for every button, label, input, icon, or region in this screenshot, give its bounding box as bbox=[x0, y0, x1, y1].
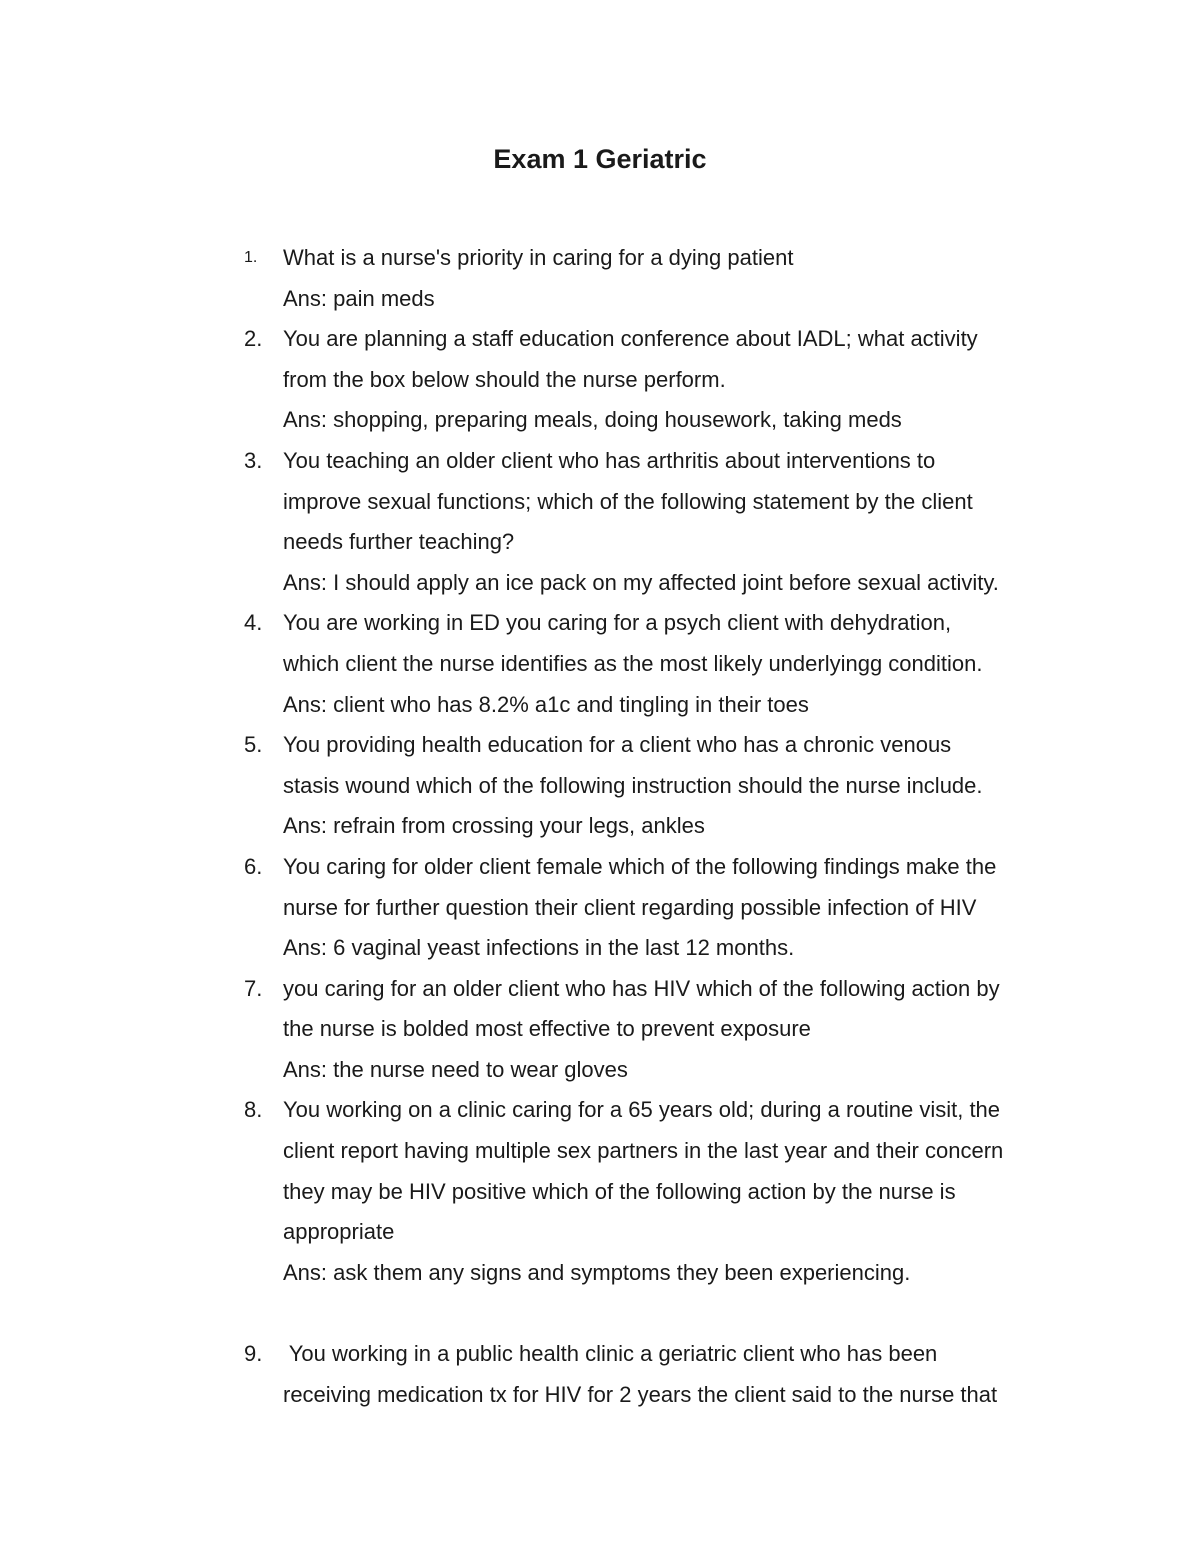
question-text: improve sexual functions; which of the following statement by the client bbox=[283, 488, 973, 514]
question-number: 5. bbox=[244, 732, 263, 758]
question-text: You providing health education for a client who has a chronic venous bbox=[283, 732, 952, 758]
question-text: client report having multiple sex partners in the last year and their concern bbox=[283, 1138, 1004, 1164]
answer-text: Ans: ask them any signs and symptoms they been experiencing. bbox=[283, 1259, 911, 1285]
question-number: 2. bbox=[244, 326, 263, 352]
question-text: You working in a public health clinic a geriatric client who has been bbox=[283, 1341, 938, 1367]
question-item-3 bbox=[0, 441, 1073, 603]
answer-text: Ans: 6 vaginal yeast infections in the last 12 months. bbox=[283, 935, 795, 961]
answer-text: Ans: the nurse need to wear gloves bbox=[283, 1056, 628, 1082]
question-number: 4. bbox=[244, 610, 263, 636]
answer-text: Ans: client who has 8.2% a1c and tingling in their toes bbox=[283, 691, 809, 717]
question-text: You are working in ED you caring for a psych client with dehydration, bbox=[283, 610, 952, 636]
question-text: they may be HIV positive which of the following action by the nurse is bbox=[283, 1178, 956, 1204]
question-text: you caring for an older client who has HIV which of the following action by bbox=[283, 975, 1000, 1001]
question-text: You caring for older client female which of the following findings make the bbox=[283, 853, 997, 879]
question-text: nurse for further question their client regarding possible infection of HIV bbox=[283, 894, 977, 920]
question-text: You working on a clinic caring for a 65 years old; during a routine visit, the bbox=[283, 1097, 1001, 1123]
question-text: appropriate bbox=[283, 1219, 395, 1245]
answer-text: Ans: pain meds bbox=[283, 285, 435, 311]
question-text: You are planning a staff education conference about IADL; what activity bbox=[283, 326, 978, 352]
question-number: 7. bbox=[244, 975, 263, 1001]
question-text: from the box below should the nurse perform. bbox=[283, 366, 726, 392]
question-number: 3. bbox=[244, 447, 263, 473]
question-item-9 bbox=[0, 1334, 1073, 1415]
question-list bbox=[0, 238, 1200, 1415]
question-number: 8. bbox=[244, 1097, 263, 1123]
question-text: What is a nurse's priority in caring for a dying patient bbox=[283, 245, 794, 270]
question-item-1 bbox=[0, 238, 1073, 319]
question-text: You teaching an older client who has arthritis about interventions to bbox=[283, 447, 936, 473]
question-item-8 bbox=[0, 1090, 1073, 1293]
question-number: 9. bbox=[244, 1341, 263, 1367]
answer-text: Ans: refrain from crossing your legs, ankles bbox=[283, 813, 705, 839]
question-text: receiving medication tx for HIV for 2 years the client said to the nurse that bbox=[283, 1381, 998, 1407]
question-number: 1. bbox=[244, 249, 258, 266]
question-item-4 bbox=[0, 603, 1073, 725]
question-number: 6. bbox=[244, 853, 263, 879]
question-item-2 bbox=[0, 319, 1073, 441]
page-title: Exam 1 Geriatric bbox=[493, 144, 707, 174]
question-text: the nurse is bolded most effective to prevent exposure bbox=[283, 1016, 811, 1042]
question-item-6 bbox=[0, 847, 1073, 969]
question-item-7 bbox=[0, 969, 1073, 1091]
answer-text: Ans: shopping, preparing meals, doing housework, taking meds bbox=[283, 407, 902, 433]
question-text: which client the nurse identifies as the most likely underlyingg condition. bbox=[283, 650, 983, 676]
question-text: needs further teaching? bbox=[283, 529, 515, 555]
question-text: stasis wound which of the following instruction should the nurse include. bbox=[283, 772, 983, 798]
question-item-5 bbox=[0, 725, 1073, 847]
answer-text: Ans: I should apply an ice pack on my affected joint before sexual activity. bbox=[283, 569, 999, 595]
